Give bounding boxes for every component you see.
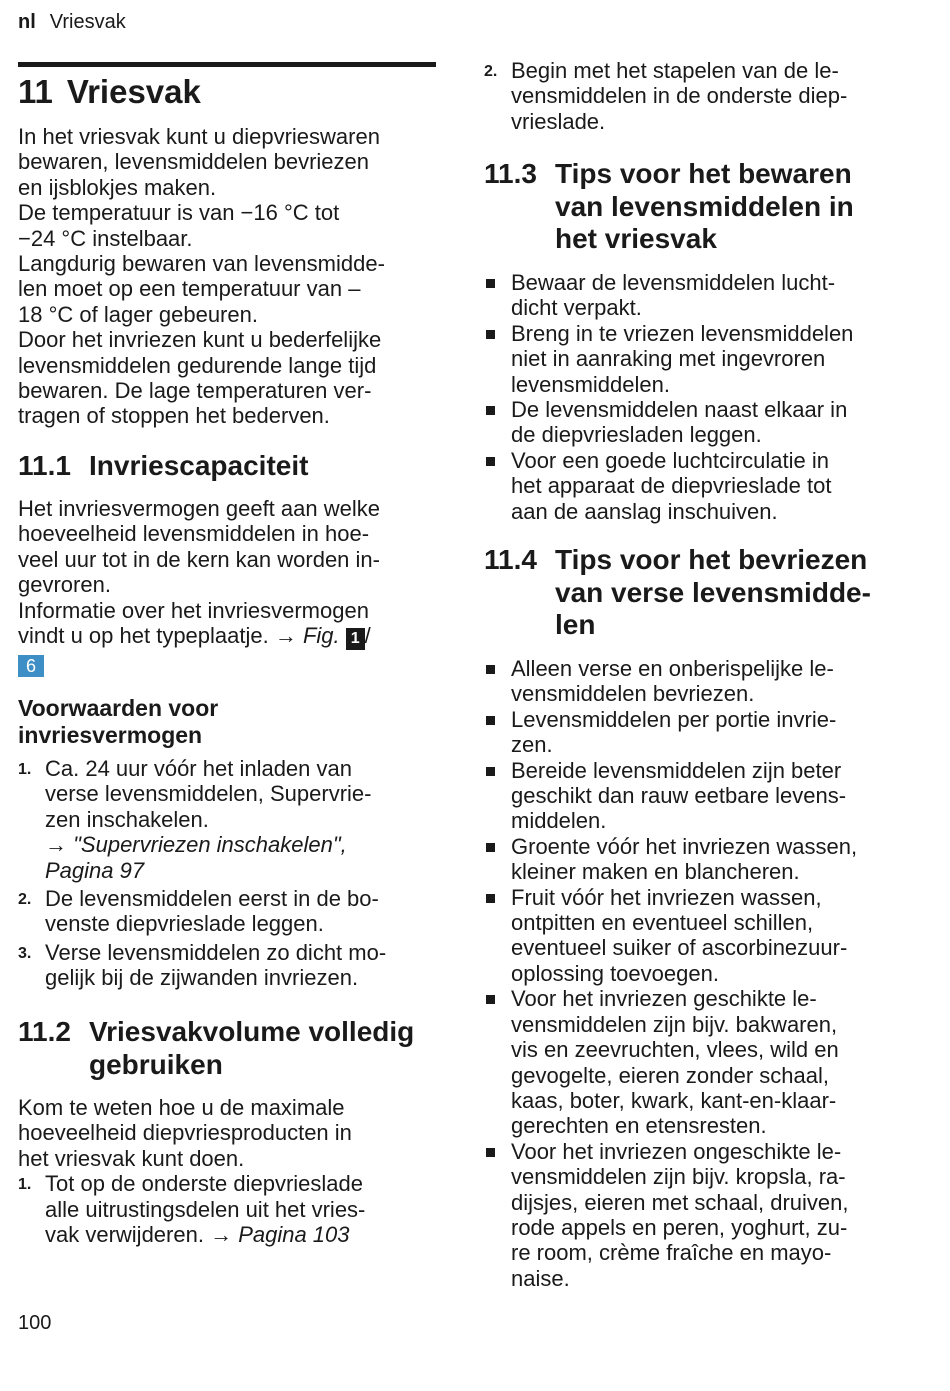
- page-reference-link[interactable]: Pagina 103: [232, 1222, 350, 1248]
- numbered-list: [18, 756, 438, 991]
- item-line: aan de aanslag inschuiven.: [511, 498, 778, 524]
- section-number: 11.1: [18, 450, 71, 481]
- bullet-square-icon: [486, 995, 495, 1004]
- steps-11-1: [18, 756, 438, 991]
- list-item: [484, 986, 914, 1138]
- item-line: levensmiddelen.: [511, 371, 670, 397]
- body-line: Informatie over het invriesvermogen: [18, 597, 369, 623]
- item-line: zen.: [511, 732, 553, 758]
- list-item: [484, 885, 914, 987]
- intro-line: −24 °C instelbaar.: [18, 225, 193, 251]
- item-line: dijsjes, eieren met schaal, druiven,: [511, 1189, 849, 1215]
- item-line: rode appels en peren, yoghurt, zu-: [511, 1214, 848, 1240]
- intro-line: bewaren. De lage temperaturen ver-: [18, 378, 372, 404]
- section-11-4-list: [484, 656, 914, 1291]
- running-header: [18, 10, 126, 34]
- item-line: gerechten en etensresten.: [511, 1113, 767, 1139]
- item-line: Breng in te vriezen levensmiddelen: [511, 320, 854, 346]
- item-line: De levensmiddelen naast elkaar in: [511, 397, 848, 423]
- page-reference-link[interactable]: Pagina 97: [45, 857, 145, 883]
- intro-text: [18, 124, 438, 429]
- section-title: [555, 158, 914, 256]
- intro-line: In het vriesvak kunt u diepvrieswaren: [18, 124, 380, 149]
- section-title: [89, 1016, 438, 1081]
- step-number: 2.: [18, 891, 32, 909]
- list-item: [18, 756, 438, 883]
- bullet-square-icon: [486, 406, 495, 415]
- body-line: gevroren.: [18, 572, 111, 598]
- item-line: Bewaar de levensmiddelen lucht-: [511, 270, 836, 295]
- item-line: ontpitten en eventueel schillen,: [511, 910, 814, 936]
- step-line: [45, 1222, 438, 1247]
- step-line: Ca. 24 uur vóór het inladen van: [45, 756, 352, 781]
- section-title-line: Tips voor het bevriezen: [555, 544, 868, 575]
- chapter-title-text: Vriesvak: [66, 73, 201, 110]
- running-header-title: Vriesvak: [49, 11, 126, 33]
- intro-line: len moet op een temperatuur van –: [18, 276, 361, 302]
- section-number: 11.3: [484, 158, 537, 189]
- numbered-list: [18, 1171, 438, 1247]
- item-line: Fruit vóór het invriezen wassen,: [511, 884, 822, 910]
- section-title-line: het vriesvak: [555, 223, 717, 254]
- section-title-line: Vriesvakvolume volledig: [89, 1016, 415, 1047]
- list-item: [18, 886, 438, 937]
- figure-badge-6[interactable]: 6: [18, 655, 44, 677]
- body-line: hoeveelheid diepvriesproducten in: [18, 1120, 352, 1146]
- figure-badge-1[interactable]: 1: [346, 628, 365, 650]
- step-number: 1.: [18, 1176, 32, 1194]
- step-number: 2.: [484, 63, 498, 80]
- section-heading: [484, 544, 914, 642]
- page-number: 100: [18, 1312, 52, 1334]
- list-item: [484, 270, 914, 321]
- step-line: Verse levensmiddelen zo dicht mo-: [45, 939, 387, 965]
- list-item: [484, 321, 914, 397]
- section-number: 11.4: [484, 544, 537, 575]
- bullet-list: [484, 270, 914, 524]
- arrow-icon: →: [210, 1222, 233, 1248]
- item-line: Voor een goede luchtcirculatie in: [511, 447, 829, 473]
- section-11-4: [484, 544, 914, 642]
- bullet-square-icon: [486, 1148, 495, 1157]
- item-line: de diepvriesladen leggen.: [511, 422, 762, 448]
- section-title-line: Tips voor het bewaren: [555, 158, 852, 189]
- fig-ref-label[interactable]: Fig.: [296, 623, 346, 649]
- item-line: Voor het invriezen ongeschikte le-: [511, 1138, 842, 1164]
- step-line: vensmiddelen in de onderste diep-: [511, 83, 848, 109]
- item-line: Alleen verse en onberispelijke le-: [511, 656, 834, 681]
- item-line: kaas, boter, kwark, kant-en-klaar-: [511, 1087, 837, 1113]
- intro-line: 18 °C of lager gebeuren.: [18, 301, 258, 327]
- step-number: 1.: [18, 761, 32, 778]
- ref-text: vindt u op het typeplaatje.: [18, 623, 275, 649]
- section-number: 11.2: [18, 1016, 71, 1047]
- section-11-1-body: [18, 496, 438, 677]
- bullet-square-icon: [486, 716, 495, 725]
- item-line: oplossing toevoegen.: [511, 960, 719, 986]
- subheading-line: invriesvermogen: [18, 722, 203, 748]
- section-title: Invriescapaciteit: [89, 450, 309, 481]
- item-line: re room, crème fraîche en mayo-: [511, 1240, 832, 1266]
- item-line: Levensmiddelen per portie invrie-: [511, 706, 837, 732]
- section-11-2: [18, 1016, 438, 1081]
- item-line: niet in aanraking met ingevroren: [511, 346, 826, 372]
- step-line: vrieslade.: [511, 108, 606, 134]
- section-11-3: [484, 158, 914, 256]
- step-line: zen inschakelen.: [45, 806, 209, 832]
- figure-separator: /: [364, 623, 371, 649]
- section-title-line: gebruiken: [89, 1048, 223, 1080]
- figure-reference-line: [18, 623, 438, 650]
- item-line: geschikt dan rauw eetbare levens-: [511, 783, 847, 809]
- arrow-icon: →: [274, 623, 297, 649]
- step-number: 3.: [18, 944, 32, 962]
- list-item: [18, 940, 438, 991]
- language-code: nl: [18, 11, 36, 33]
- bullet-square-icon: [486, 894, 495, 903]
- step-line: Tot op de onderste diepvrieslade: [45, 1171, 363, 1197]
- section-title-line: len: [555, 609, 596, 640]
- bullet-list: [484, 656, 914, 1291]
- section-11-2-continued: [484, 58, 914, 134]
- page-reference-link[interactable]: → "Supervriezen inschakelen",: [45, 832, 347, 858]
- step-line: alle uitrustingsdelen uit het vries-: [45, 1196, 366, 1222]
- item-line: Groente vóór het invriezen wassen,: [511, 833, 858, 859]
- section-heading: [18, 1016, 438, 1081]
- intro-line: De temperatuur is van −16 °C tot: [18, 200, 340, 226]
- section-title: [555, 544, 914, 642]
- item-line: Voor het invriezen geschikte le-: [511, 986, 817, 1012]
- list-item: [484, 448, 914, 524]
- chapter-title: [18, 72, 201, 112]
- intro-line: Langdurig bewaren van levensmidde-: [18, 251, 385, 277]
- bullet-square-icon: [486, 665, 495, 674]
- step-line: Begin met het stapelen van de le-: [511, 58, 839, 83]
- list-item: [484, 834, 914, 885]
- item-line: naise.: [511, 1265, 570, 1291]
- intro-line: Door het invriezen kunt u bederfelijke: [18, 327, 382, 353]
- step-text: vak verwijderen.: [45, 1222, 211, 1248]
- step-line: De levensmiddelen eerst in de bo-: [45, 886, 379, 912]
- intro-line: bewaren, levensmiddelen bevriezen: [18, 149, 369, 175]
- item-line: kleiner maken en blancheren.: [511, 859, 800, 885]
- list-item: [18, 1171, 438, 1247]
- body-line: het vriesvak kunt doen.: [18, 1145, 245, 1171]
- item-line: vis en zeevruchten, vlees, wild en: [511, 1037, 839, 1063]
- list-item: [484, 397, 914, 448]
- item-line: gevogelte, eieren zonder schaal,: [511, 1062, 829, 1088]
- numbered-list: [484, 58, 914, 134]
- bullet-square-icon: [486, 767, 495, 776]
- chapter-number: 11: [18, 73, 53, 110]
- chapter-rule: [18, 62, 436, 67]
- section-heading: [18, 450, 438, 483]
- list-item: [484, 758, 914, 834]
- section-11-2-body: [18, 1095, 438, 1247]
- item-line: Bereide levensmiddelen zijn beter: [511, 757, 842, 783]
- section-11-1: [18, 450, 438, 483]
- bullet-square-icon: [486, 330, 495, 339]
- item-line: vensmiddelen zijn bijv. bakwaren,: [511, 1011, 838, 1037]
- body-line: Kom te weten hoe u de maximale: [18, 1095, 345, 1120]
- intro-line: levensmiddelen gedurende lange tijd: [18, 352, 377, 378]
- step-line: gelijk bij de zijwanden invriezen.: [45, 965, 359, 991]
- list-item: [484, 656, 914, 707]
- list-item: [484, 58, 914, 134]
- section-title-line: van verse levensmidde-: [555, 576, 871, 608]
- step-line: verse levensmiddelen, Supervrie-: [45, 781, 372, 807]
- section-title-line: van levensmiddelen in: [555, 190, 854, 222]
- bullet-square-icon: [486, 457, 495, 466]
- intro-line: en ijsblokjes maken.: [18, 174, 217, 200]
- body-line: hoeveelheid levensmiddelen in hoe-: [18, 521, 370, 547]
- item-line: middelen.: [511, 808, 607, 834]
- figure-reference-line-2: [18, 652, 438, 677]
- item-line: het apparaat de diepvrieslade tot: [511, 473, 832, 499]
- subheading-line: Voorwaarden voor: [18, 695, 219, 721]
- item-line: vensmiddelen zijn bijv. kropsla, ra-: [511, 1164, 846, 1190]
- subheading-block: [18, 695, 438, 749]
- list-item: [484, 707, 914, 758]
- bullet-square-icon: [486, 843, 495, 852]
- section-heading: [484, 158, 914, 256]
- body-line: veel uur tot in de kern kan worden in-: [18, 546, 380, 572]
- step-line: venste diepvrieslade leggen.: [45, 911, 324, 937]
- body-line: Het invriesvermogen geeft aan welke: [18, 496, 380, 521]
- list-item: [484, 1139, 914, 1291]
- intro-line: tragen of stoppen het bederven.: [18, 403, 330, 429]
- item-line: eventueel suiker of ascorbinezuur-: [511, 935, 848, 961]
- section-11-3-list: [484, 270, 914, 524]
- item-line: vensmiddelen bevriezen.: [511, 681, 755, 707]
- bullet-square-icon: [486, 279, 495, 288]
- item-line: dicht verpakt.: [511, 295, 642, 321]
